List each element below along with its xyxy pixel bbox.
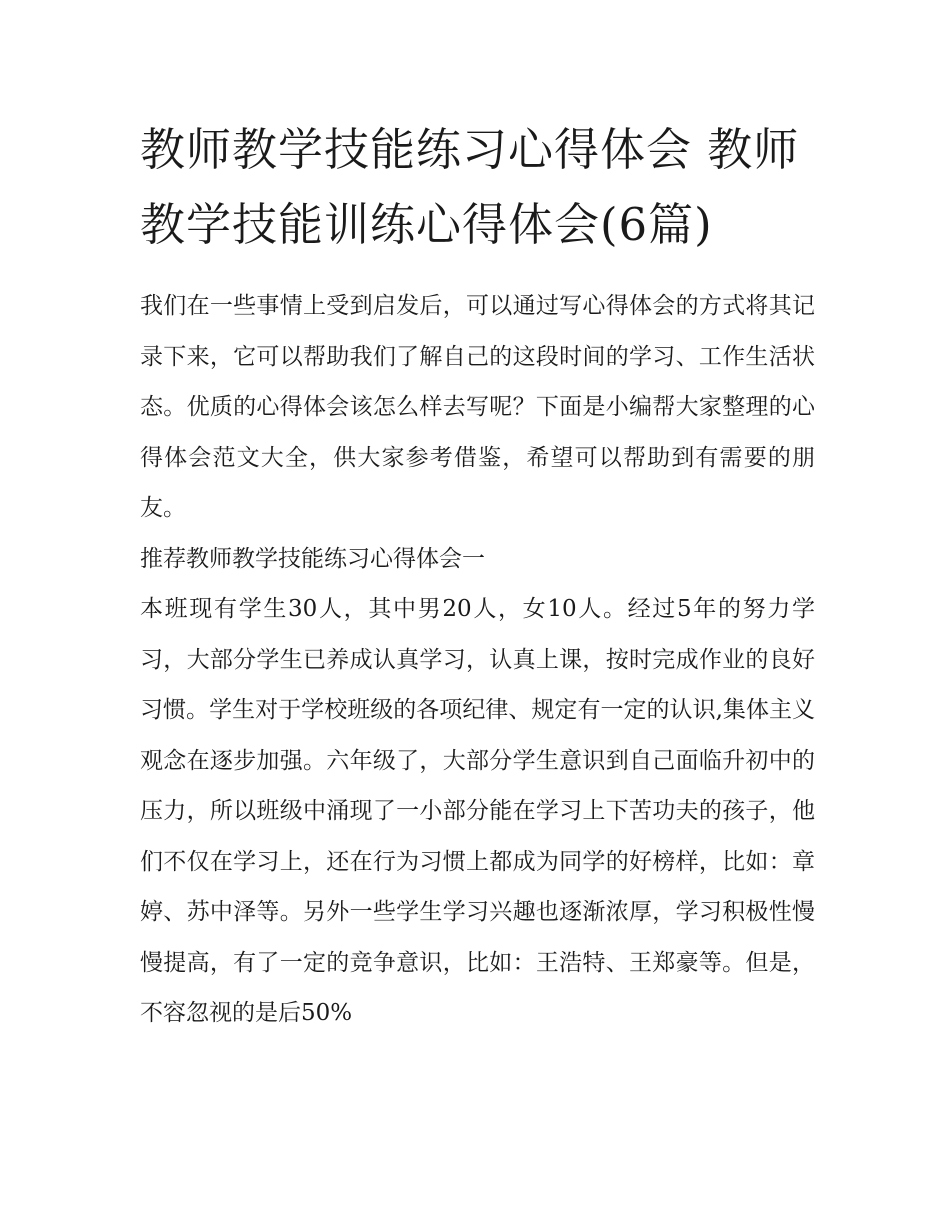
body-paragraph: 本班现有学生30人，其中男20人，女10人。经过5年的努力学习，大部分学生已养成认真学习，认真上课，按时完成作业的良好习惯。学生对于学校班级的各项纪律、规定有一定的认识,集体主义观念在逐步加强。六年级了，大部分学生意识到自己面临升初中的压力，所以班级中涌现了一小部分能在学习上下苦功夫的孩子，他们不仅在学习上，还在行为习惯上都成为同学的好榜样，比如：章婷、苏中泽等。另外一些学生学习兴趣也逐渐浓厚，学习积极性慢慢提高，有了一定的竞争意识，比如：王浩特、王郑豪等。但是，不容忽视的是后50% (140, 596, 815, 1026)
document-page (140, 112, 815, 1039)
document-title: 教师教学技能练习心得体会 教师教学技能训练心得体会(6篇) (140, 123, 800, 251)
section-heading: 推荐教师教学技能练习心得体会一 (140, 545, 485, 572)
intro-paragraph: 我们在一些事情上受到启发后，可以通过写心得体会的方式将其记录下来，它可以帮助我们了解自己的这段时间的学习、工作生活状态。优质的心得体会该怎么样去写呢？下面是小编帮大家整理的心得体会范文大全，供大家参考借鉴，希望可以帮助到有需要的朋友。 (140, 293, 815, 521)
